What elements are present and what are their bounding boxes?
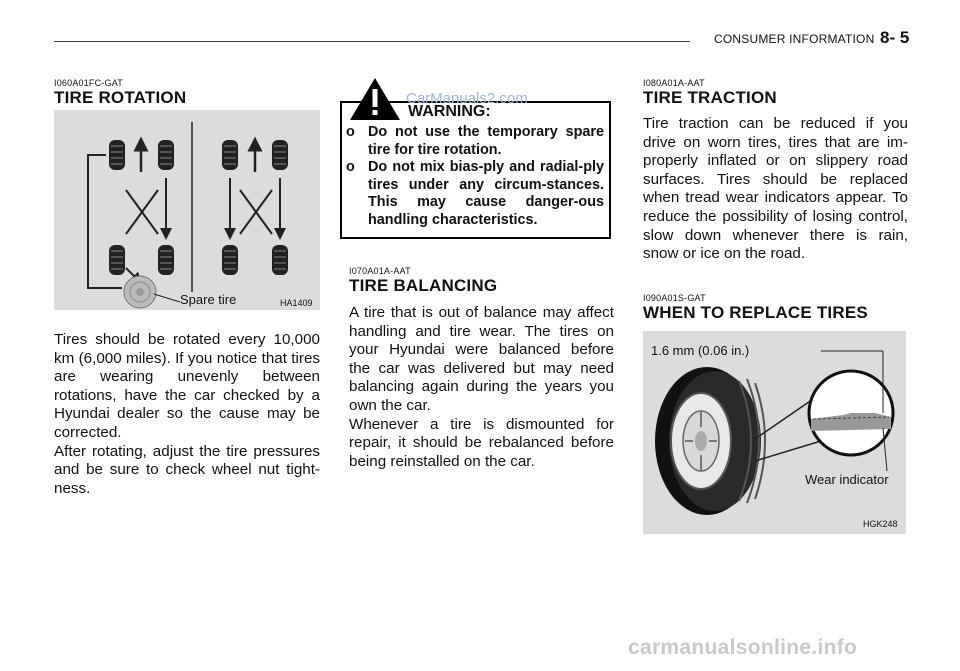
watermark-text: CarManuals2.com [406, 90, 528, 107]
tire-wear-diagram [643, 331, 906, 534]
warning-list [346, 124, 604, 229]
tire-balancing-paragraph: Whenever a tire is dismounted for repair, it should be rebalanced before being reinstalled on the car. [349, 415, 614, 470]
tire-traction-code: I080A01A-AAT [643, 78, 705, 88]
page-number: 8- 5 [880, 28, 910, 47]
warning-bullet: o [346, 159, 355, 175]
tire-rotation-body [54, 331, 320, 498]
tire-rotation-heading: TIRE ROTATION [54, 88, 187, 107]
tire-rotation-diagram [54, 110, 320, 310]
warning-item [346, 124, 604, 159]
header-rule [54, 41, 690, 42]
tire-rotation-paragraph: After rotating, adjust the tire pressures and be sure to check wheel nut tight-ness. [54, 442, 320, 497]
tire-balancing-paragraph: A tire that is out of balance may affect handling and tire wear. The tires on your Hyundai were balanced before the car was delivered but may need balancing again during the years you own the car. [349, 304, 614, 414]
warning-title: WARNING: [408, 103, 491, 120]
warning-triangle-icon [348, 76, 402, 122]
header-section-title: CONSUMER INFORMATION [714, 32, 875, 46]
replace-tires-code: I090A01S-GAT [643, 293, 706, 303]
tire-rotation-paragraph: Tires should be rotated every 10,000 km (6,000 miles). If you notice that tires are wearing unevenly between rotations, have the car checked by a Hyundai dealer so the cause may be corrected. [54, 331, 320, 441]
tire-wear-figure [643, 331, 906, 534]
warning-item [346, 159, 604, 229]
warning-item-text: Do not mix bias-ply and radial-ply tires under any circum-stances. This may cause danger-ous handling characteristics. [368, 159, 604, 228]
tread-depth-label: 1.6 mm (0.06 in.) [651, 343, 750, 358]
replace-tires-heading: WHEN TO REPLACE TIRES [643, 303, 868, 322]
tire-balancing-code: I070A01A-AAT [349, 266, 411, 276]
warning-item-text: Do not use the temporary spare tire for tire rotation. [368, 124, 604, 158]
tire-traction-body [643, 115, 908, 264]
tire-rotation-code: I060A01FC-GAT [54, 78, 123, 88]
tire-rotation-figure-code: HA1409 [280, 298, 313, 308]
tire-rotation-figure [54, 110, 320, 310]
tire-wear-figure-code: HGK248 [863, 519, 898, 529]
tire-traction-paragraph: Tire traction can be reduced if you drive on worn tires, tires that are im-properly inflated or on slippery road surfaces. Tires should be replaced when tread wear indicators appear. To reduce the possibility of losing control, slow down whenever there is rain, snow or ice on the road. [643, 115, 908, 263]
warning-bullet: o [346, 124, 355, 140]
tire-balancing-heading: TIRE BALANCING [349, 276, 498, 295]
wear-indicator-label: Wear indicator [805, 472, 889, 487]
footer-watermark: carmanualsonline.info [628, 636, 858, 659]
tire-balancing-body [349, 304, 614, 471]
spare-tire-label: Spare tire [180, 292, 237, 307]
tire-traction-heading: TIRE TRACTION [643, 88, 777, 107]
